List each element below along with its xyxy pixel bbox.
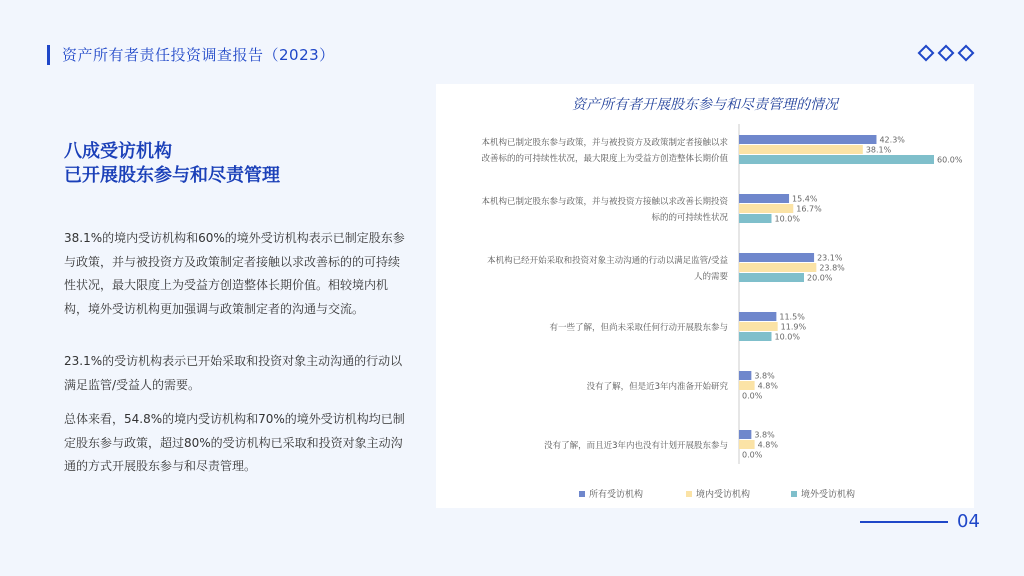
chart-title: 资产所有者开展股东参与和尽责管理的情况 [572, 97, 838, 113]
category-label: 改善标的的可持续性状况，最大限度上为受益方创造整体长期价值 [481, 154, 728, 164]
bar [739, 214, 772, 223]
legend-label: 所有受访机构 [589, 490, 644, 500]
bar [739, 273, 804, 282]
data-label: 11.9% [780, 322, 807, 332]
diamond-icon [918, 45, 935, 62]
data-label: 42.3% [879, 135, 905, 145]
body-paragraph: 总体来看，54.8%的境内受访机构和70%的境外受访机构均已制定股东参与政策，超过80%的受访机构已采取和投资对象主动沟通的方式开展股东参与和尽责管理。 [64, 412, 405, 473]
data-label: 16.7% [796, 204, 822, 214]
headline-line-1: 八成受访机构 [64, 141, 172, 162]
bar [739, 194, 789, 203]
headline-line-2: 已开展股东参与和尽责管理 [64, 165, 280, 186]
data-label: 60.0% [937, 155, 963, 165]
bar [739, 145, 863, 154]
diamond-icon [938, 45, 955, 62]
data-label: 20.0% [807, 273, 833, 283]
data-label: 15.4% [792, 194, 818, 204]
data-label: 0.0% [742, 391, 763, 401]
data-label: 0.0% [742, 450, 763, 460]
data-label: 23.1% [817, 253, 843, 263]
data-label: 4.8% [757, 381, 778, 391]
data-label: 11.5% [779, 312, 805, 322]
footer-line [860, 521, 948, 523]
bar [739, 135, 876, 144]
category-label: 没有了解，但是近3年内准备开始研究 [586, 382, 728, 392]
category-label: 有一些了解，但尚未采取任何行动开展股东参与 [549, 323, 728, 333]
bar [739, 155, 934, 164]
bar [739, 263, 816, 272]
body-paragraph: 38.1%的境内受访机构和60%的境外受访机构表示已制定股东参与政策，并与被投资方及政策制定者接触以求改善标的的可持续性状况，最大限度上为受益方创造整体长期价值。相较境内机构，境外受访机构更加强调与政策制定者的沟通与交流。 [64, 231, 405, 316]
data-label: 23.8% [819, 263, 845, 273]
legend-label: 境内受访机构 [696, 490, 751, 500]
legend-swatch [579, 491, 585, 497]
category-label: 没有了解，而且近3年内也没有计划开展股东参与 [544, 441, 728, 451]
category-label: 本机构已经开始采取和投资对象主动沟通的行动以满足监管/受益 [487, 256, 728, 266]
legend-swatch [686, 491, 692, 497]
data-label: 10.0% [774, 214, 800, 224]
category-label: 本机构已制定股东参与政策，并与被投资方接触以求改善长期投资 [481, 197, 728, 207]
chart-panel [436, 84, 974, 508]
category-label: 人的需要 [693, 272, 728, 282]
bar-chart [436, 84, 974, 508]
data-label: 38.1% [865, 145, 892, 155]
legend-swatch [791, 491, 797, 497]
decorative-diamonds [920, 47, 972, 59]
page-number: 04 [957, 511, 980, 532]
section-headline [64, 140, 280, 188]
report-title: 资产所有者责任投资调查报告（2023） [62, 46, 335, 64]
bar [739, 253, 814, 262]
data-label: 4.8% [757, 440, 778, 450]
legend-label: 境外受访机构 [801, 490, 856, 500]
data-label: 3.8% [754, 430, 775, 440]
body-paragraph: 23.1%的受访机构表示已开始采取和投资对象主动沟通的行动以满足监管/受益人的需要。 [64, 354, 403, 392]
bar [739, 332, 772, 341]
data-label: 3.8% [754, 371, 775, 381]
bar [739, 371, 751, 380]
bar [739, 204, 793, 213]
diamond-icon [958, 45, 975, 62]
bar [739, 430, 751, 439]
bar [739, 440, 755, 449]
category-label: 本机构已制定股东参与政策，并与被投资方及政策制定者接触以求 [481, 138, 728, 148]
bar [739, 322, 778, 331]
category-label: 标的的可持续性状况 [651, 213, 728, 223]
bar [739, 381, 755, 390]
bar [739, 312, 776, 321]
data-label: 10.0% [774, 332, 800, 342]
header-accent-bar [47, 45, 50, 65]
